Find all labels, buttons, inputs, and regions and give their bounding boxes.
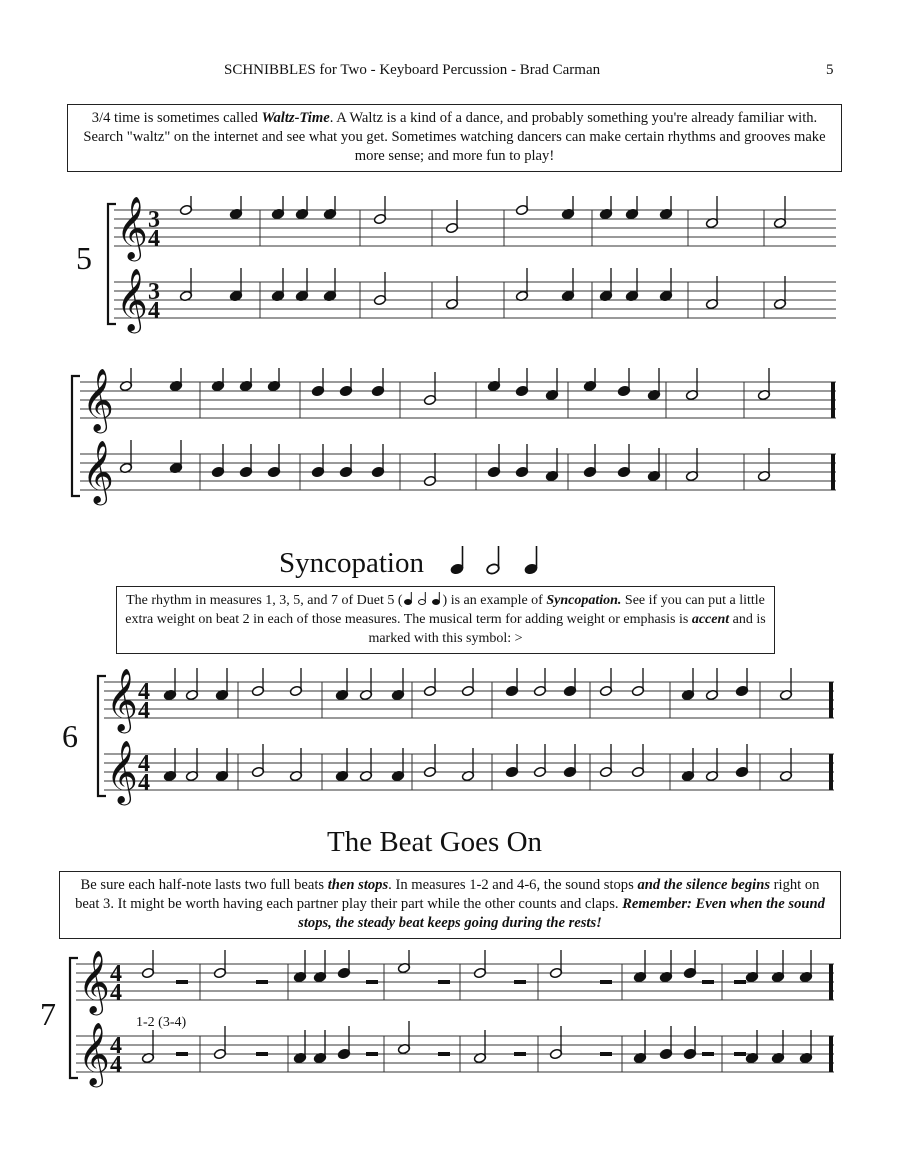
time-signature-bottom: 4 bbox=[110, 1052, 122, 1078]
final-barline bbox=[831, 454, 835, 490]
system-bracket bbox=[72, 376, 80, 496]
rest-icon bbox=[256, 980, 268, 984]
time-signature-bottom: 4 bbox=[148, 226, 160, 252]
sync-text-1: The rhythm in measures 1, 3, 5, and 7 of Duet 5 ( bbox=[126, 593, 403, 608]
beat-em-3: Remember: Even when the sound stops, the steady beat keeps going during the rests! bbox=[298, 896, 825, 931]
sync-term: Syncopation. bbox=[546, 593, 622, 608]
treble-clef-icon: 𝄞 bbox=[78, 950, 110, 1013]
waltz-text-1: 3/4 time is sometimes called bbox=[91, 110, 262, 126]
final-barline bbox=[829, 754, 833, 790]
duet-5-system-1 bbox=[0, 196, 900, 346]
waltz-text-2: . A Waltz is a kind of a dance, and probably something you're already familiar with. Search "waltz" on the internet and see what you get. Sometimes watching dancers can make certain rhythms and grooves make more sense; and more fun to play! bbox=[83, 110, 826, 164]
final-barline bbox=[829, 964, 833, 1000]
treble-clef-icon: 𝄞 bbox=[106, 668, 138, 731]
beat-em-2: and the silence begins bbox=[637, 877, 770, 893]
waltz-note-box bbox=[67, 104, 842, 172]
header-title: SCHNIBBLES for Two - Keyboard Percussion - Brad Carman bbox=[224, 62, 601, 78]
rest-icon bbox=[176, 1052, 188, 1056]
duet-5-system-2 bbox=[0, 368, 900, 518]
rhythm-example-icon bbox=[441, 542, 551, 578]
beat-text-1: Be sure each half-note lasts two full beats bbox=[80, 877, 328, 893]
rhythm-inline-icon bbox=[403, 592, 443, 606]
rest-icon bbox=[702, 1052, 714, 1056]
rest-icon bbox=[438, 1052, 450, 1056]
waltz-term: Waltz-Time bbox=[261, 110, 330, 126]
counting-label: 1-2 (3-4) bbox=[136, 1015, 187, 1030]
rest-icon bbox=[600, 980, 612, 984]
time-signature-bottom: 4 bbox=[138, 698, 150, 724]
duet-7-system bbox=[0, 950, 900, 1100]
duet-5-number: 5 bbox=[76, 240, 92, 276]
duet-6-number: 6 bbox=[62, 718, 78, 754]
treble-clef-icon: 𝄞 bbox=[116, 196, 148, 259]
final-barline bbox=[831, 382, 835, 418]
syncopation-note-box bbox=[116, 586, 775, 654]
sync-text-4: and is marked with this symbol: > bbox=[368, 612, 766, 646]
time-signature-top: 3 bbox=[148, 279, 160, 305]
rest-icon bbox=[702, 980, 714, 984]
beat-text-3: right on beat 3. It might be worth having each partner play their part while the other counts and claps. bbox=[75, 877, 820, 912]
final-barline bbox=[829, 682, 833, 718]
duet-7-number: 7 bbox=[40, 996, 56, 1032]
rest-icon bbox=[256, 1052, 268, 1056]
beat-goes-on-note-box bbox=[59, 871, 841, 939]
time-signature-bottom: 4 bbox=[110, 980, 122, 1006]
rest-icon bbox=[734, 980, 746, 984]
rest-icon bbox=[366, 1052, 378, 1056]
treble-clef-icon: 𝄞 bbox=[82, 440, 114, 503]
page-header bbox=[0, 62, 900, 84]
rest-icon bbox=[734, 1052, 746, 1056]
page-number: 5 bbox=[826, 62, 834, 78]
beat-goes-on-title: The Beat Goes On bbox=[327, 826, 543, 858]
rest-icon bbox=[600, 1052, 612, 1056]
time-signature-bottom: 4 bbox=[148, 298, 160, 324]
time-signature-top: 4 bbox=[138, 751, 150, 777]
time-signature-top: 4 bbox=[110, 961, 122, 987]
rest-icon bbox=[176, 980, 188, 984]
beat-em-1: then stops bbox=[327, 877, 389, 893]
syncopation-title bbox=[279, 542, 551, 580]
time-signature-top: 4 bbox=[110, 1033, 122, 1059]
system-bracket bbox=[98, 676, 106, 796]
rest-icon bbox=[514, 1052, 526, 1056]
duet-6-system bbox=[0, 668, 900, 818]
rest-icon bbox=[514, 980, 526, 984]
beat-text-2: . In measures 1-2 and 4-6, the sound stops bbox=[388, 877, 638, 893]
sync-text-2: ) is an example of bbox=[442, 593, 547, 608]
time-signature-top: 3 bbox=[148, 207, 160, 233]
treble-clef-icon: 𝄞 bbox=[106, 740, 138, 803]
time-signature-top: 4 bbox=[138, 679, 150, 705]
treble-clef-icon: 𝄞 bbox=[78, 1022, 110, 1085]
final-barline bbox=[829, 1036, 833, 1072]
treble-clef-icon: 𝄞 bbox=[116, 268, 148, 331]
system-bracket bbox=[108, 204, 116, 324]
treble-clef-icon: 𝄞 bbox=[82, 368, 114, 431]
sync-text-3: See if you can put a little extra weight on beat 2 in each of those measures. The musical term for adding weight or emphasis is bbox=[125, 593, 765, 627]
rest-icon bbox=[366, 980, 378, 984]
rest-icon bbox=[438, 980, 450, 984]
accent-term: accent bbox=[691, 612, 730, 627]
time-signature-bottom: 4 bbox=[138, 770, 150, 796]
syncopation-title-text: Syncopation bbox=[279, 547, 424, 579]
system-bracket bbox=[70, 958, 78, 1078]
